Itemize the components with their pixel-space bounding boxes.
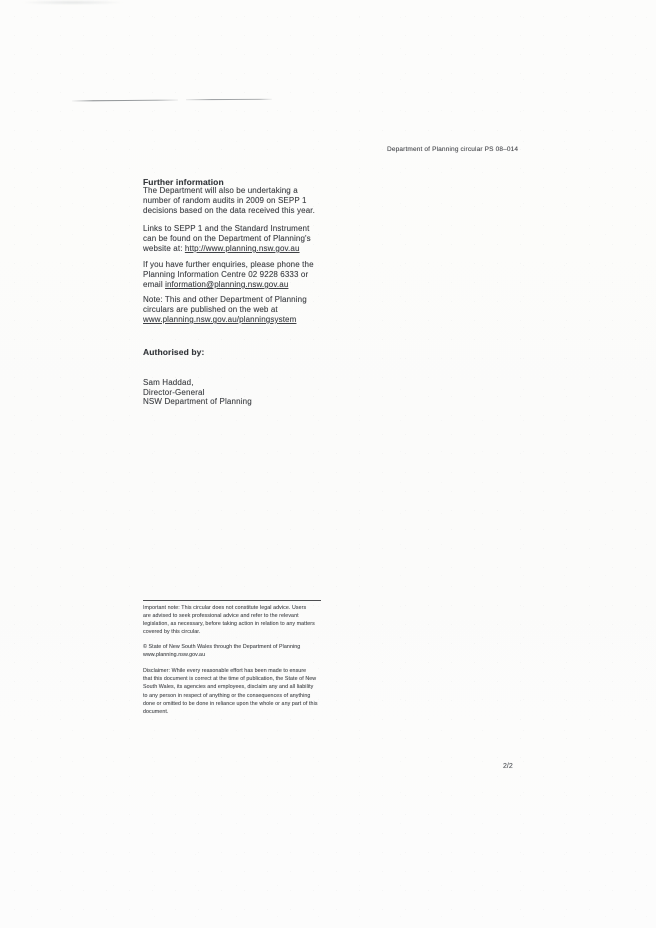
signatory-block [143,378,333,407]
text-line: If you have further enquiries, please phone the [143,260,314,269]
scan-smudge [20,0,125,5]
page-number: 2/2 [503,763,513,770]
text-line [143,244,333,254]
important-note [143,604,315,636]
planning-website-link: http://www.planning.nsw.gov.au [184,244,300,253]
website-at-label: website at: [143,244,185,253]
text-line: South Wales, its agencies and employees, disclaim any and all liability [143,684,314,691]
text-line [143,280,333,290]
copyright-text: © State of New South Wales through the Department of Planning [143,644,301,650]
signatory-title: Director-General [143,387,205,397]
text-line: that this document is correct at the time of publication, the State of New [143,676,317,683]
text-line: decisions based on the data received this year. [143,206,315,215]
footnote-divider [143,600,321,601]
document-header-reference: Department of Planning circular PS 08–014 [387,146,519,153]
disclaimer [143,667,318,716]
text-line: Important note: This circular does not constitute legal advice. Users [143,605,307,611]
email-label: email [143,280,166,289]
text-line: covered by this circular. [143,629,201,635]
text-line: Planning Information Centre 02 9228 6333 or [143,270,309,279]
signatory-name: Sam Haddad, [143,378,194,387]
text-line: number of random audits in 2009 on SEPP 1 [143,196,307,205]
text-line: Links to SEPP 1 and the Standard Instrument [143,224,310,233]
text-line: The Department will also be undertaking a [143,186,298,195]
text-line [143,315,333,325]
crease-mark-left [72,100,178,102]
text-line: document. [143,709,169,716]
authorised-by-heading: Authorised by: [143,347,205,357]
paragraph-random-audits [143,186,333,216]
text-line: can be found on the Department of Planning's [143,234,311,243]
text-line: Disclaimer: While every reasonable effort has been made to ensure [143,668,307,674]
planning-email-link: information@planning.nsw.gov.au [165,280,289,289]
crease-mark-right [186,99,272,100]
text-line: to any person in respect of anything or the consequences of anything [143,692,311,699]
text-line: legislation, as necessary, before taking action in relation to any matters [143,621,315,627]
copyright-url: www.planning.nsw.gov.au [143,651,206,658]
paragraph-enquiries [143,260,333,290]
paragraph-sepp-links [143,224,333,254]
text-line: are advised to seek professional advice and refer to the relevant [143,613,299,619]
text-line: circulars are published on the web at [143,305,278,314]
text-line: done or omitted to be done in reliance upon the whole or any part of this [143,700,318,707]
planningsystem-link: www.planning.nsw.gov.au/planningsystem [143,315,297,324]
text-line: Note: This and other Department of Planning [143,295,307,304]
paragraph-web-note [143,295,333,325]
section-heading-further-information: Further information [143,177,224,187]
signatory-organisation: NSW Department of Planning [143,397,252,406]
copyright-notice [143,644,300,659]
